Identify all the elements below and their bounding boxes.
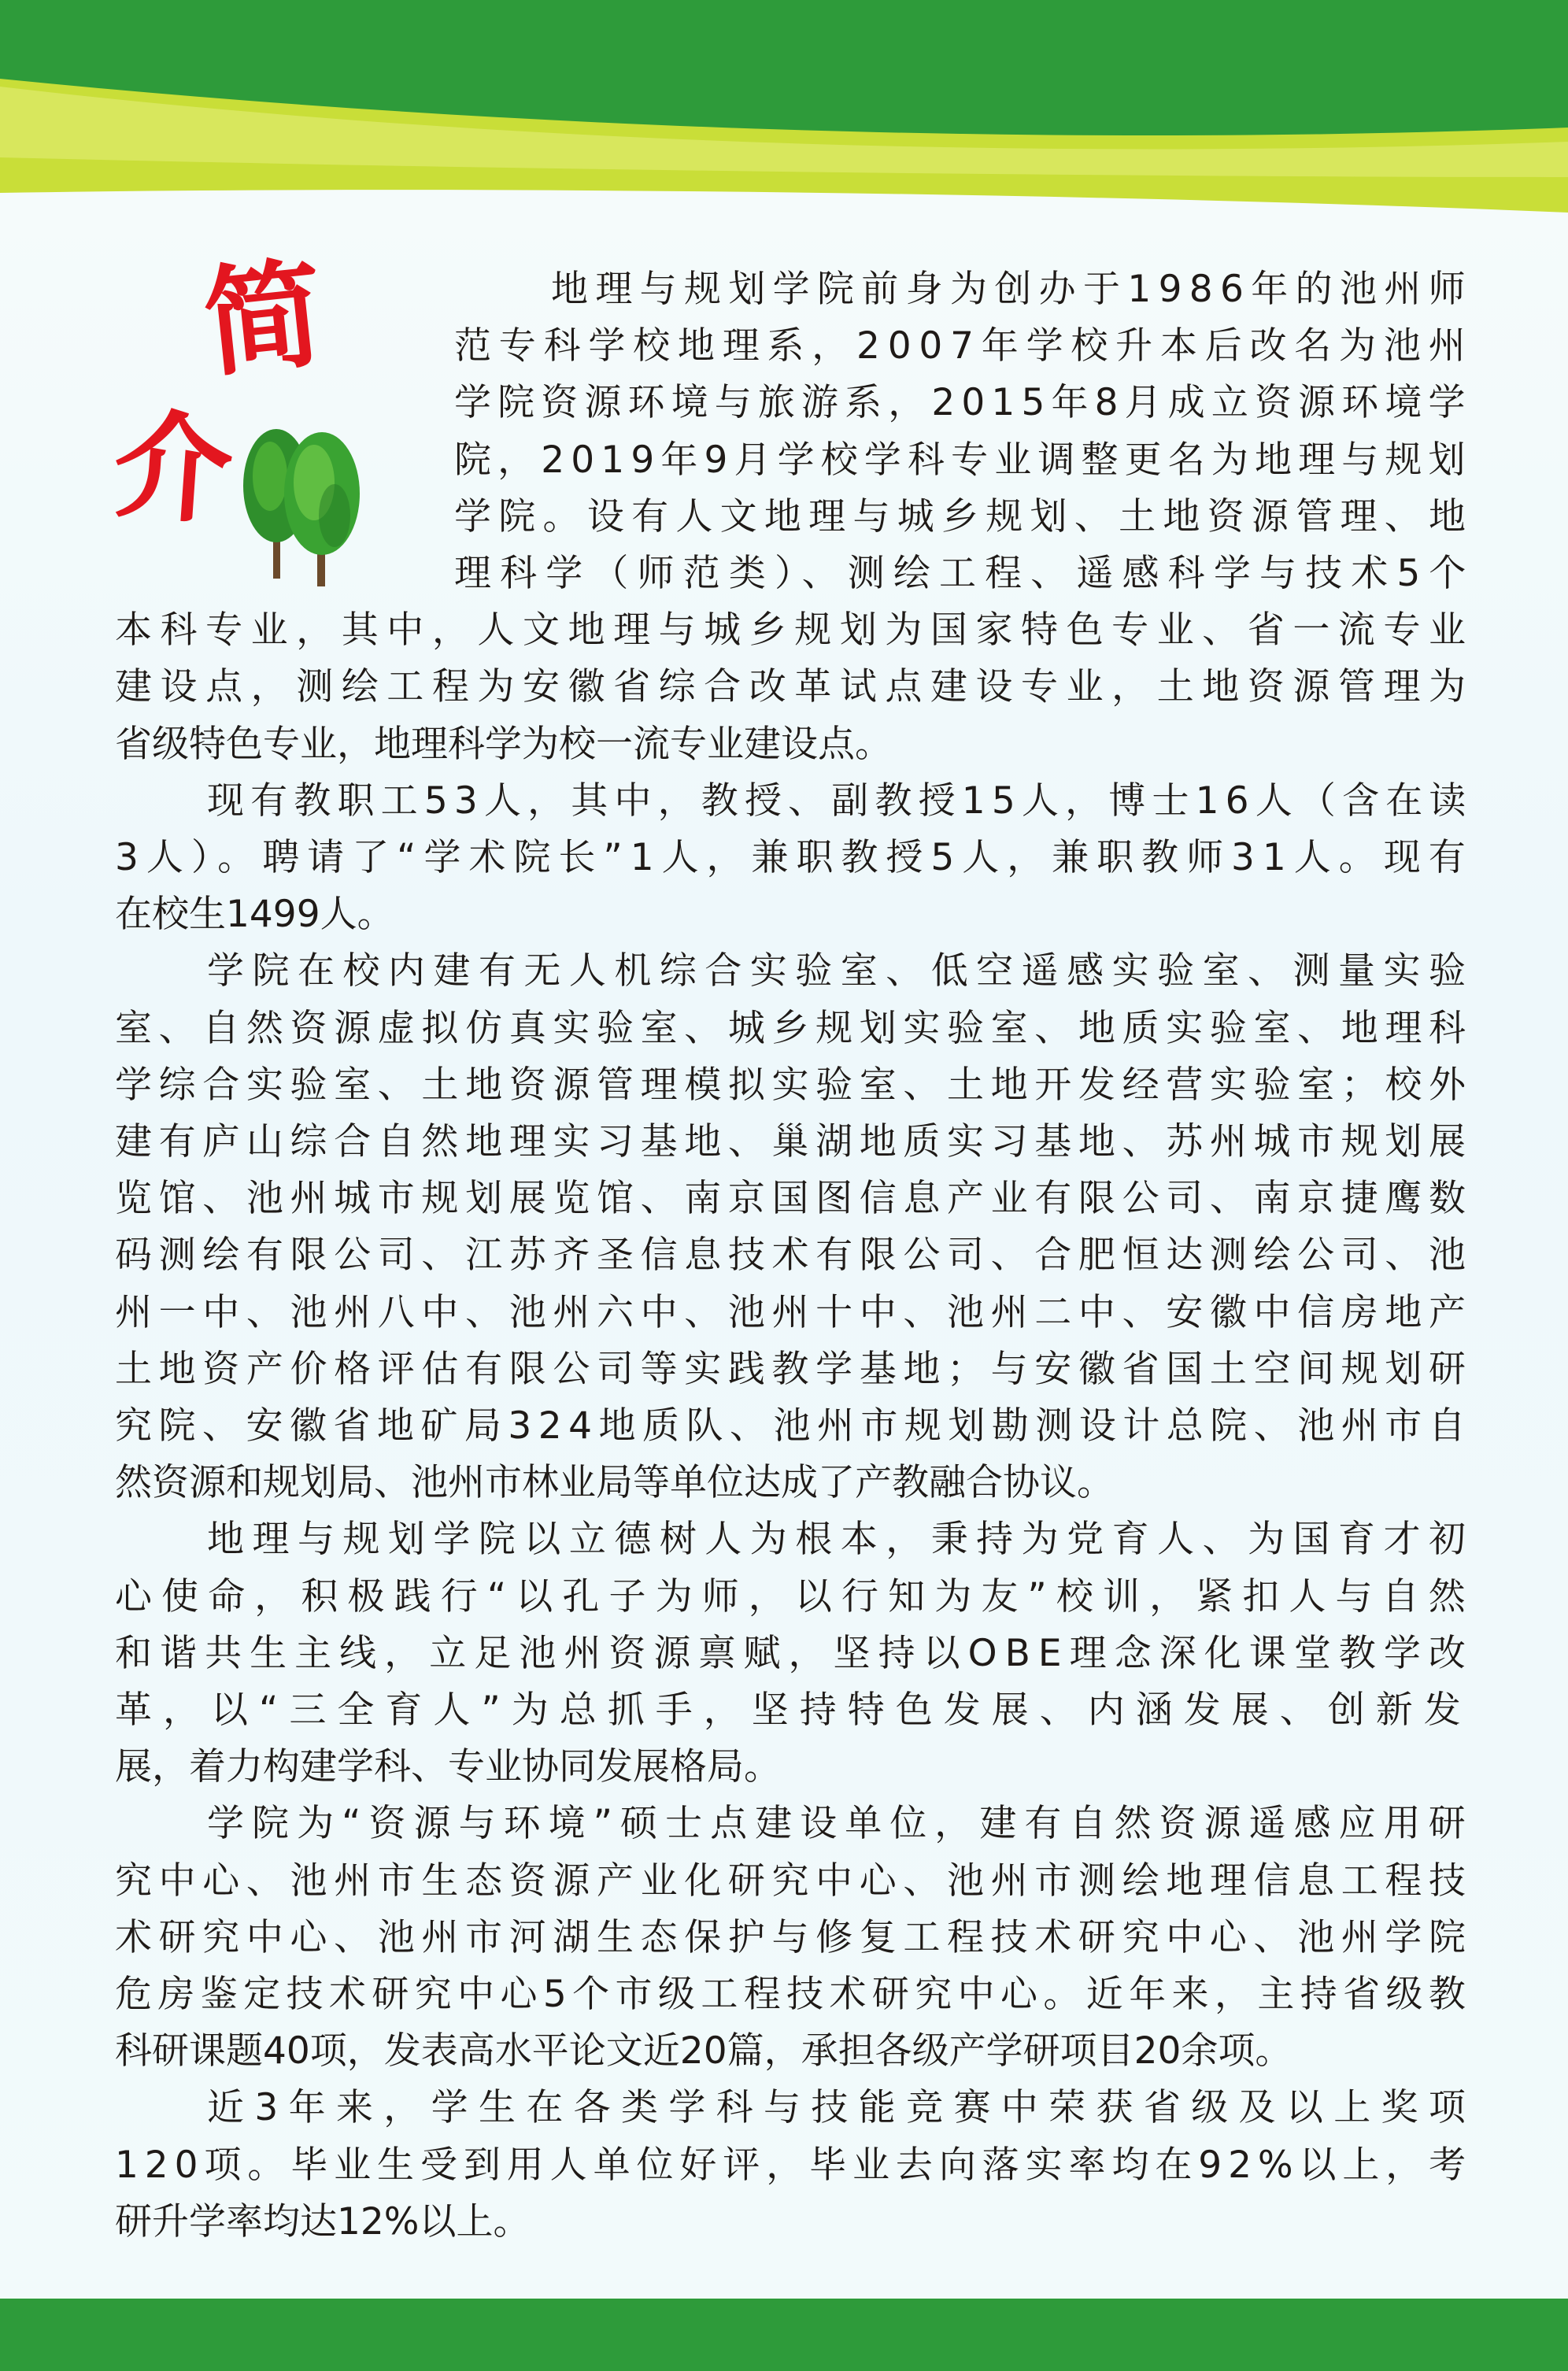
text-line: 室、自然资源虚拟仿真实验室、城乡规划实验室、地质实验室、地理科 <box>115 1006 1473 1050</box>
text-line: 近3年来，学生在各类学科与技能竞赛中荣获省级及以上奖项 <box>207 2086 1477 2130</box>
text-line: 省级特色专业，地理科学为校一流专业建设点。 <box>115 722 892 766</box>
text-line: 120项。毕业生受到用人单位好评，毕业去向落实率均在92%以上，考 <box>115 2143 1473 2187</box>
text-line: 在校生1499人。 <box>115 893 394 937</box>
text-line: 术研究中心、池州市河湖生态保护与修复工程技术研究中心、池州学院 <box>115 1915 1473 1959</box>
text-line: 学院。设有人文地理与城乡规划、土地资源管理、地 <box>454 494 1474 538</box>
text-line: 科研课题40项，发表高水平论文近20篇，承担各级产学研项目20余项。 <box>115 2029 1292 2073</box>
text-line: 学院为“资源与环境”硕士点建设单位，建有自然资源遥感应用研 <box>207 1802 1474 1846</box>
text-line: 码测绘有限公司、江苏齐圣信息技术有限公司、合肥恒达测绘公司、池 <box>115 1234 1473 1278</box>
text-line: 现有教职工53人，其中，教授、副教授15人，博士16人（含在读 <box>207 779 1473 823</box>
text-line: 学院在校内建有无人机综合实验室、低空遥感实验室、测量实验 <box>207 949 1474 993</box>
text-line: 革，以“三全育人”为总抓手，坚持特色发展、内涵发展、创新发 <box>115 1689 1472 1732</box>
text-line: 学综合实验室、土地资源管理模拟实验室、土地开发经营实验室；校外 <box>115 1063 1473 1107</box>
text-line: 本科专业，其中，人文地理与城乡规划为国家特色专业、省一流专业 <box>115 608 1474 653</box>
title-char-jian: 简 <box>198 243 330 394</box>
text-line: 究中心、池州市生态资源产业化研究中心、池州市测绘地理信息工程技 <box>115 1859 1473 1903</box>
title-char-jie: 介 <box>109 394 237 542</box>
text-line: 览馆、池州城市规划展览馆、南京国图信息产业有限公司、南京捷鹰数 <box>115 1177 1473 1221</box>
text-line: 研升学率均达12%以上。 <box>115 2199 531 2243</box>
text-line: 危房鉴定技术研究中心5个市级工程技术研究中心。近年来，主持省级教 <box>115 1973 1472 2016</box>
text-line: 理科学（师范类）、测绘工程、遥感科学与技术5个 <box>454 552 1475 595</box>
text-line: 土地资产价格评估有限公司等实践教学基地；与安徽省国土空间规划研 <box>115 1347 1473 1391</box>
text-line: 院，2019年9月学校学科专业调整更名为地理与规划 <box>454 438 1472 482</box>
text-line: 心使命，积极践行“以孔子为师，以行知为友”校训，紧扣人与自然 <box>115 1574 1475 1618</box>
text-line: 建设点，测绘工程为安徽省综合改革试点建设专业，土地资源管理为 <box>115 665 1474 709</box>
text-line: 然资源和规划局、池州市林业局等单位达成了产教融合协议。 <box>115 1461 1114 1505</box>
text-line: 地理与规划学院前身为创办于1986年的池州师 <box>551 268 1473 311</box>
text-line: 地理与规划学院以立德树人为根本，秉持为党育人、为国育才初 <box>207 1518 1474 1562</box>
text-line: 建有庐山综合自然地理实习基地、巢湖地质实习基地、苏州城市规划展 <box>115 1120 1473 1163</box>
text-line: 和谐共生主线，立足池州资源禀赋，坚持以OBE理念深化课堂教学改 <box>115 1631 1474 1675</box>
text-line: 究院、安徽省地矿局324地质队、池州市规划勘测设计总院、池州市自 <box>115 1404 1473 1448</box>
footer-green-band <box>0 2299 1568 2371</box>
text-line: 展，着力构建学科、专业协同发展格局。 <box>115 1745 781 1789</box>
text-line: 学院资源环境与旅游系，2015年8月成立资源环境学 <box>454 381 1472 425</box>
text-line: 3人）。聘请了“学术院长”1人，兼职教授5人，兼职教师31人。现有 <box>115 836 1474 879</box>
text-line: 州一中、池州八中、池州六中、池州十中、池州二中、安徽中信房地产 <box>115 1290 1473 1334</box>
text-line: 范专科学校地理系，2007年学校升本后改名为池州 <box>454 324 1474 368</box>
